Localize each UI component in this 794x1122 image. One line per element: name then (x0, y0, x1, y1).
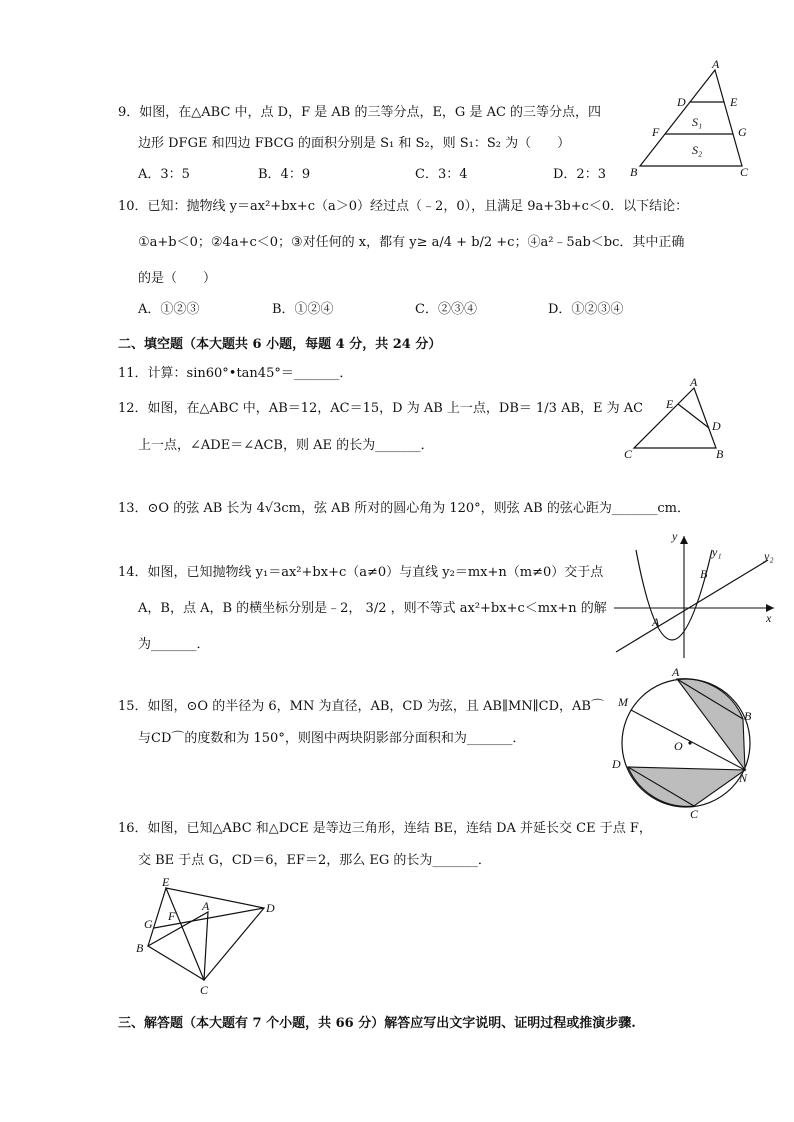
q9-label-b: B (630, 165, 638, 179)
q14-label-y2: y₂ (764, 549, 774, 563)
q10-line1: 10．已知：抛物线 y＝ax²+bx+c（a＞0）经过点（﹣2，0），且满足 9a+3b+c＜0．以下结论： (118, 199, 689, 214)
q14-label-y: y (672, 529, 678, 543)
q12-label-c: C (624, 447, 633, 461)
q12-line2: 上一点，∠ADE＝∠ACB，则 AE 的长为_______． (138, 438, 434, 453)
q10-option-d[interactable]: D．①②③④ (548, 302, 624, 317)
q10-option-c[interactable]: C．②③④ (415, 302, 477, 317)
q14-line2: A，B，点 A，B 的横坐标分别是﹣2， 3/2 ，则不等式 ax²+bx+c＜mx+n 的解 (138, 601, 607, 616)
q16-line2: 交 BE 于点 G，CD＝6，EF＝2，那么 EG 的长为_______． (138, 853, 491, 868)
q9-option-b[interactable]: B．4：9 (258, 167, 311, 182)
q12-label-b: B (716, 447, 724, 461)
q9-line1: 9．如图，在△ABC 中，点 D，F 是 AB 的三等分点，E，G 是 AC 的三等分点，四 (118, 105, 602, 120)
q16-line1: 16．如图，已知△ABC 和△DCE 是等边三角形，连结 BE，连结 DA 并延长交 CE 于点 F， (118, 821, 652, 836)
q12-label-e: E (666, 397, 674, 411)
q15-label-c: C (690, 807, 699, 821)
q16-triangles-figure (132, 876, 282, 998)
section3-heading: 三、解答题（本大题有 7 个小题，共 66 分）解答应写出文字说明、证明过程或推演步骤. (118, 1016, 636, 1031)
q14-graph-figure (608, 530, 783, 662)
q12-triangle-figure (622, 375, 734, 461)
q14-label-x: x (766, 611, 772, 625)
q9-option-a[interactable]: A．3：5 (138, 167, 190, 182)
q16-label-g: G (144, 917, 153, 931)
q15-label-o: O (674, 739, 683, 753)
q14-label-a: A (652, 615, 660, 629)
q9-option-d[interactable]: D．2：3 (553, 167, 606, 182)
q9-label-s1: S₁ (692, 115, 703, 129)
q9-label-e: E (730, 95, 738, 109)
q12-label-a: A (690, 375, 698, 389)
q9-label-c: C (740, 165, 749, 179)
q10-option-a[interactable]: A．①②③ (138, 302, 200, 317)
q15-circle-figure (606, 666, 766, 822)
q10-line3: 的是（ ） (138, 271, 217, 286)
q16-label-d: D (266, 901, 275, 915)
q14-label-b: B (700, 567, 708, 581)
q13-text: 13．⊙O 的弦 AB 长为 4√3cm，弦 AB 所对的圆心角为 120°，则弦 AB 的弦心距为_______cm． (118, 501, 690, 516)
q9-label-f: F (652, 125, 660, 139)
q16-label-a: A (202, 899, 210, 913)
q10-option-b[interactable]: B．①②④ (272, 302, 334, 317)
q9-label-g: G (738, 125, 747, 139)
q15-label-m: M (618, 695, 628, 709)
q9-triangle-figure (620, 56, 760, 180)
q15-label-a: A (672, 665, 680, 679)
q15-label-d: D (612, 757, 621, 771)
section2-heading: 二、填空题（本大题共 6 小题，每题 4 分，共 24 分） (118, 337, 442, 352)
q16-label-e: E (162, 875, 170, 889)
q14-line3: 为_______． (138, 637, 210, 652)
q9-label-a: A (712, 57, 720, 71)
q12-label-d: D (712, 419, 721, 433)
q12-line1: 12．如图，在△ABC 中，AB＝12，AC＝15，D 为 AB 上一点，DB＝ 1/3 AB，E 为 AC (118, 401, 644, 416)
q10-line2: ①a+b＜0；②4a+c＜0；③对任何的 x，都有 y≥ a/4 + b/2 +c；④a²﹣5ab＜bc．其中正确 (138, 235, 685, 250)
q9-option-c[interactable]: C．3：4 (415, 167, 468, 182)
q16-label-c: C (200, 983, 209, 997)
q15-line2: 与CD⌒的度数和为 150°，则图中两块阴影部分面积和为_______． (138, 731, 526, 746)
q14-label-y1: y₁ (712, 545, 722, 559)
q9-label-s2: S₂ (692, 143, 703, 157)
q15-line1: 15．如图，⊙O 的半径为 6，MN 为直径，AB，CD 为弦，且 AB∥MN∥CD，AB⌒ (118, 699, 604, 714)
q11-text: 11．计算：sin60°•tan45°＝_______． (118, 366, 353, 381)
q15-label-b: B (744, 709, 752, 723)
q14-line1: 14．如图，已知抛物线 y₁＝ax²+bx+c（a≠0）与直线 y₂＝mx+n（m≠0）交于点 (118, 565, 604, 580)
q16-label-b: B (136, 941, 144, 955)
q9-line2: 边形 DFGE 和四边 FBCG 的面积分别是 S₁ 和 S₂，则 S₁：S₂ 为（ ） (138, 136, 571, 151)
q16-label-f: F (168, 909, 176, 923)
q15-label-n: N (739, 771, 748, 785)
q9-label-d: D (677, 95, 686, 109)
